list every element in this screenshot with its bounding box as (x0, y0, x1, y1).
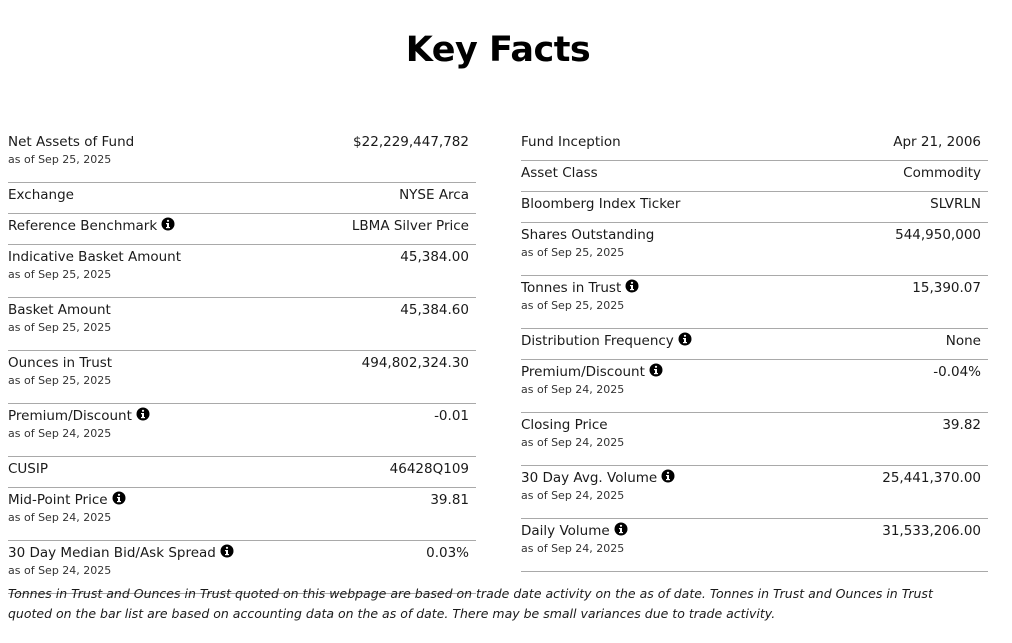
fact-label-text: Shares Outstanding (521, 227, 655, 243)
fact-label (521, 365, 663, 379)
fact-as-of-date: as of Sep 24, 2025 (521, 489, 625, 502)
fact-label-group (8, 250, 181, 280)
page-title: Key Facts (405, 30, 591, 70)
fact-label-group (521, 418, 624, 448)
fact-label-group (521, 197, 680, 211)
fact-value: 46428Q109 (389, 461, 469, 477)
fact-row-closing-price (521, 413, 988, 466)
fact-value: 25,441,370.00 (882, 470, 981, 486)
fact-label (8, 219, 175, 233)
fact-row-tonnes-in-trust (521, 276, 988, 329)
fact-label-text: Tonnes in Trust (521, 280, 622, 296)
fact-label-text: 30 Day Avg. Volume (521, 470, 658, 486)
key-facts-left-column (8, 130, 476, 594)
fact-label (8, 409, 150, 423)
fact-label-text: Asset Class (521, 165, 598, 181)
fact-label (8, 135, 134, 149)
fact-row-exchange (8, 183, 476, 214)
fact-label-group (521, 228, 654, 258)
footnote: Tonnes in Trust and Ounces in Trust quoted on this webpage are based on trade date activity on the as of date. Tonnes in Trust and Ounces in Trust quoted on the bar list are based on accounting data on the as of date. There may be small variances due to trade activity. (8, 586, 933, 621)
fact-value: NYSE Arca (399, 187, 469, 203)
fact-row-ounces-in-trust (8, 351, 476, 404)
fact-label-group (8, 546, 234, 576)
fact-label-group (521, 334, 692, 348)
fact-as-of-date: as of Sep 24, 2025 (8, 427, 112, 440)
fact-row-basket-amount (8, 298, 476, 351)
fact-label-text: Mid-Point Price (8, 492, 108, 508)
fact-row-distribution-frequency (521, 329, 988, 360)
fact-label (521, 135, 621, 149)
fact-label-group (8, 135, 134, 165)
fact-row-shares-outstanding (521, 223, 988, 276)
info-icon[interactable] (136, 407, 150, 421)
fact-label-group (521, 365, 663, 395)
fact-label-text: Closing Price (521, 417, 608, 433)
info-icon[interactable] (112, 491, 126, 505)
fact-label (521, 418, 624, 432)
fact-row-net-assets-of-fund (8, 130, 476, 183)
fact-label-text: Premium/Discount (521, 364, 645, 380)
fact-value: -0.04% (933, 364, 981, 380)
fact-value: 45,384.60 (400, 302, 469, 318)
fact-value: Commodity (903, 165, 981, 181)
fact-label (521, 228, 654, 242)
fact-as-of-date: as of Sep 24, 2025 (521, 436, 625, 449)
fact-label-group (8, 356, 112, 386)
info-icon[interactable] (614, 522, 628, 536)
fact-label-group (8, 303, 111, 333)
fact-value: -0.01 (434, 408, 469, 424)
info-icon[interactable] (220, 544, 234, 558)
fact-value: 544,950,000 (895, 227, 981, 243)
fact-row-mid-point-price (8, 488, 476, 541)
fact-label-text: Ounces in Trust (8, 355, 113, 371)
fact-label-text: CUSIP (8, 461, 48, 477)
fact-value: LBMA Silver Price (351, 218, 469, 234)
fact-label-text: Indicative Basket Amount (8, 249, 182, 265)
fact-label-text: Daily Volume (521, 523, 610, 539)
fact-label (521, 524, 628, 538)
fact-row-cusip (8, 457, 476, 488)
fact-label-text: Reference Benchmark (8, 218, 158, 234)
fact-row-premium-discount (521, 360, 988, 413)
fact-as-of-date: as of Sep 24, 2025 (8, 564, 112, 577)
fact-label (8, 303, 111, 317)
fact-label-group (8, 188, 74, 202)
fact-label-text: Basket Amount (8, 302, 111, 318)
fact-label (521, 471, 675, 485)
fact-label-text: Distribution Frequency (521, 333, 674, 349)
fact-as-of-date: as of Sep 25, 2025 (8, 321, 112, 334)
fact-label-text: Net Assets of Fund (8, 134, 135, 150)
fact-label-group (521, 281, 639, 311)
fact-label (8, 250, 181, 264)
fact-label-group (8, 462, 48, 476)
fact-value: Apr 21, 2006 (893, 134, 981, 150)
fact-value: None (945, 333, 981, 349)
fact-as-of-date: as of Sep 24, 2025 (8, 511, 112, 524)
fact-value: 39.82 (942, 417, 981, 433)
fact-row-30-day-avg-volume (521, 466, 988, 519)
fact-label-group (521, 135, 621, 149)
fact-row-daily-volume (521, 519, 988, 572)
fact-label (521, 197, 680, 211)
fact-value: 31,533,206.00 (882, 523, 981, 539)
fact-value: 0.03% (426, 545, 469, 561)
fact-row-indicative-basket-amount (8, 245, 476, 298)
info-icon[interactable] (661, 469, 675, 483)
fact-row-premium-discount (8, 404, 476, 457)
fact-label (8, 188, 74, 202)
fact-label-text: Premium/Discount (8, 408, 132, 424)
fact-label-text: Fund Inception (521, 134, 621, 150)
fact-row-bloomberg-index-ticker (521, 192, 988, 223)
fact-label-text: 30 Day Median Bid/Ask Spread (8, 545, 216, 561)
fact-value: $22,229,447,782 (353, 134, 469, 150)
fact-label (8, 546, 234, 560)
fact-label-group (521, 471, 675, 501)
info-icon[interactable] (625, 279, 639, 293)
fact-label (521, 281, 639, 295)
fact-row-reference-benchmark (8, 214, 476, 245)
fact-as-of-date: as of Sep 24, 2025 (521, 542, 625, 555)
info-icon[interactable] (649, 363, 663, 377)
info-icon[interactable] (161, 217, 175, 231)
fact-label-group (8, 493, 126, 523)
fact-label-group (8, 219, 175, 233)
fact-row-asset-class (521, 161, 988, 192)
fact-label (8, 493, 126, 507)
fact-label-group (521, 524, 628, 554)
key-facts-right-column (521, 130, 988, 572)
fact-as-of-date: as of Sep 24, 2025 (521, 383, 625, 396)
fact-label (521, 166, 598, 180)
fact-label-text: Exchange (8, 187, 74, 203)
fact-as-of-date: as of Sep 25, 2025 (8, 268, 112, 281)
fact-as-of-date: as of Sep 25, 2025 (521, 246, 625, 259)
info-icon[interactable] (678, 332, 692, 346)
fact-label-group (8, 409, 150, 439)
fact-label (521, 334, 692, 348)
fact-label-group (521, 166, 598, 180)
fact-as-of-date: as of Sep 25, 2025 (8, 374, 112, 387)
fact-as-of-date: as of Sep 25, 2025 (8, 153, 112, 166)
fact-value: 494,802,324.30 (361, 355, 469, 371)
fact-label (8, 462, 48, 476)
fact-value: 45,384.00 (400, 249, 469, 265)
fact-value: 15,390.07 (912, 280, 981, 296)
fact-row-fund-inception (521, 130, 988, 161)
fact-value: SLVRLN (930, 196, 981, 212)
fact-value: 39.81 (430, 492, 469, 508)
fact-label (8, 356, 112, 370)
fact-as-of-date: as of Sep 25, 2025 (521, 299, 625, 312)
fact-label-text: Bloomberg Index Ticker (521, 196, 681, 212)
